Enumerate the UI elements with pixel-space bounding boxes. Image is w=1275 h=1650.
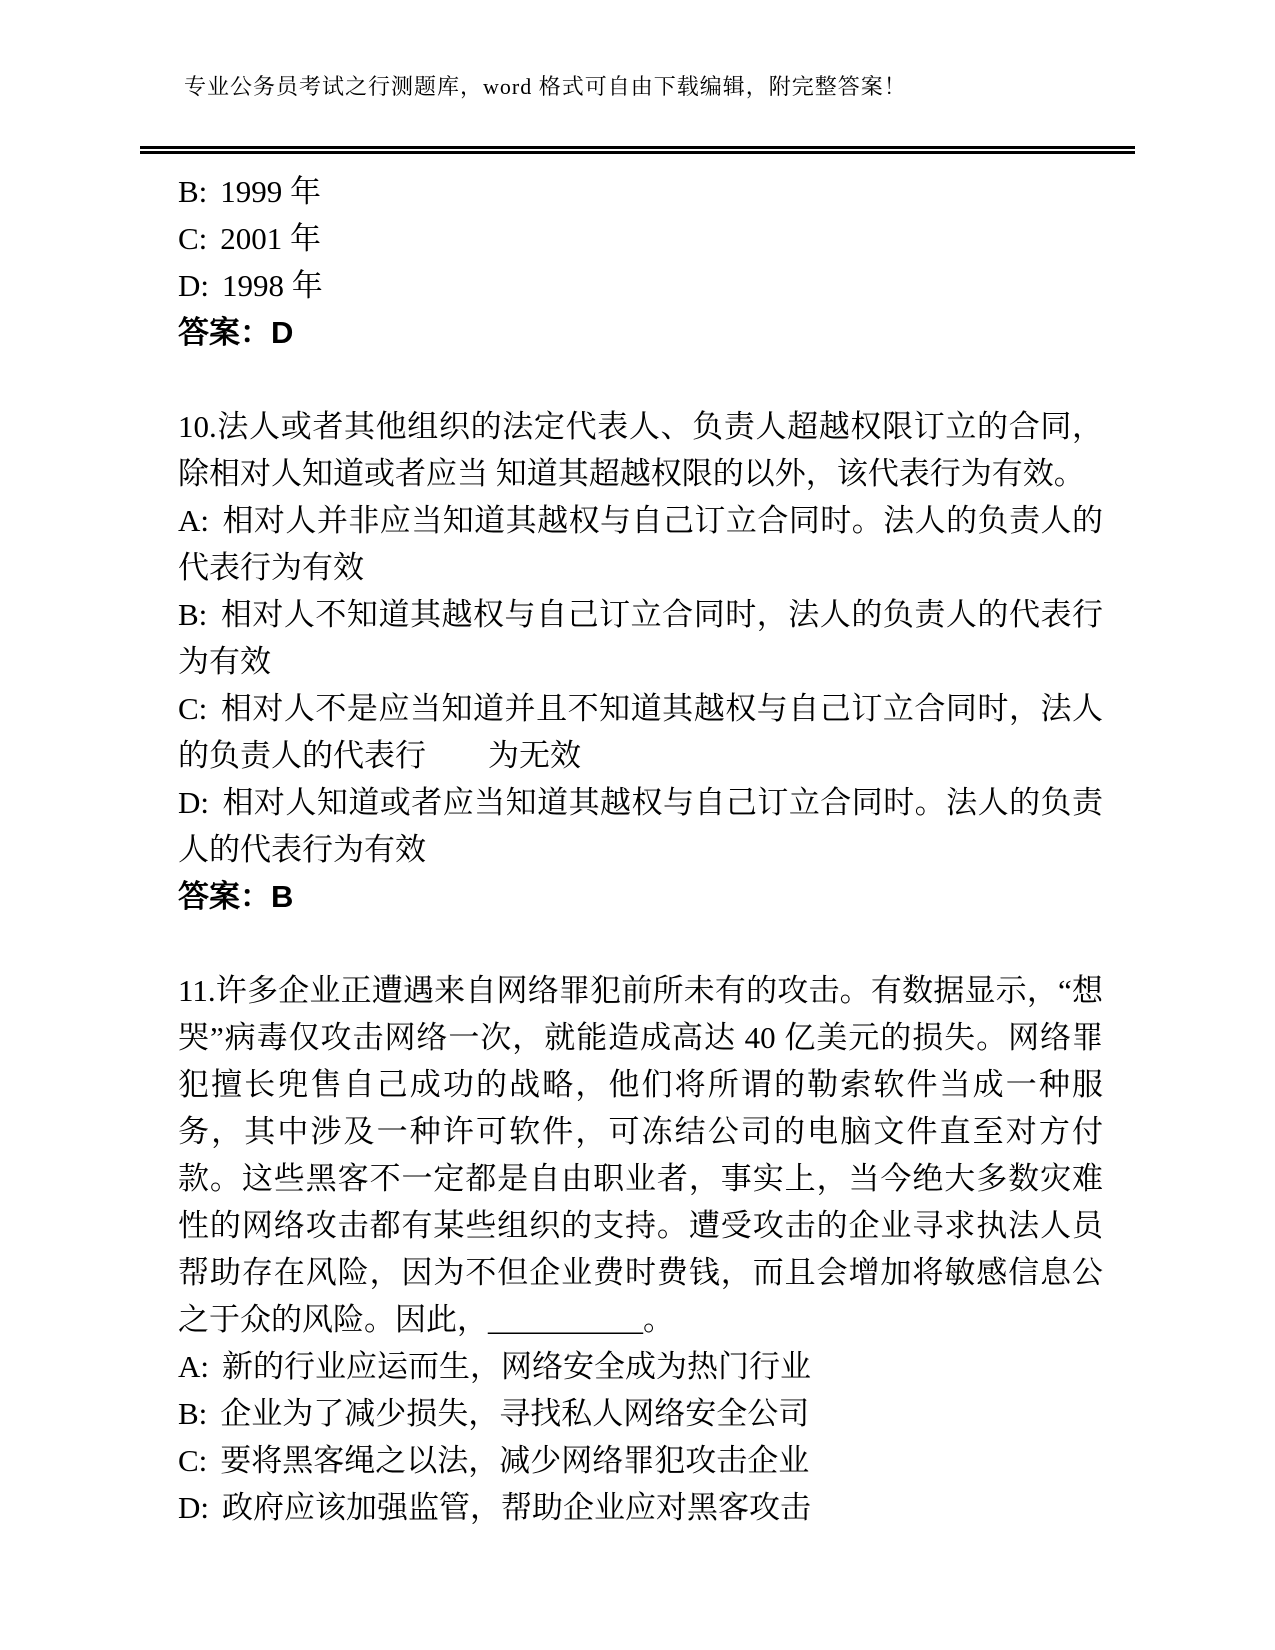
option-label: C: (178, 691, 208, 726)
question-block-10 (178, 403, 1103, 920)
option-text: 2001 年 (220, 221, 322, 256)
option-line (178, 591, 1103, 685)
option-text: 1998 年 (222, 268, 323, 303)
answer-line (178, 873, 1103, 920)
option-line (178, 1437, 1103, 1484)
option-line (178, 685, 1103, 779)
option-text: 相对人知道或者应当知道其越权与自己订立合同时。法人的负责人的代表行为有效 (178, 785, 1103, 867)
answer-label: 答案： (178, 879, 271, 914)
answer-line (178, 309, 1103, 356)
option-text: 相对人并非应当知道其越权与自己订立合同时。法人的负责人的代表行为有效 (178, 503, 1103, 585)
option-text: 要将黑客绳之以法，减少网络罪犯攻击企业 (220, 1443, 810, 1478)
option-text: 新的行业应运而生，网络安全成为热门行业 (222, 1349, 811, 1384)
header-double-rule (140, 146, 1135, 154)
option-text: 相对人不知道其越权与自己订立合同时，法人的负责人的代表行为有效 (178, 597, 1103, 679)
option-line (178, 497, 1103, 591)
option-label: B: (178, 174, 208, 209)
option-label: D: (178, 785, 209, 820)
question-stem: 11.许多企业正遭遇来自网络罪犯前所未有的攻击。有数据显示，“想哭”病毒仅攻击网络一次，就能造成高达 40 亿美元的损失。网络罪犯擅长兜售自己成功的战略，他们将所谓的勒索软件当成一种服务，其中涉及一种许可软件，可冻结公司的电脑文件直至对方付款。这些黑客不一定都是自由职业者，事实上，当今绝大多数灾难性的网络攻击都有某些组织的支持。遭受攻击的企业寻求执法人员帮助存在风险，因为不但企业费时费钱，而且会增加将敏感信息公之于众的风险。因此，__________。 (178, 973, 1103, 1337)
option-line (178, 262, 1103, 309)
option-label: D: (178, 268, 209, 303)
option-text: 企业为了减少损失，寻找私人网络安全公司 (220, 1396, 810, 1431)
answer-value: B (271, 879, 294, 914)
option-label: C: (178, 1443, 208, 1478)
option-label: D: (178, 1490, 209, 1525)
option-line (178, 215, 1103, 262)
option-label: A: (178, 503, 209, 538)
question-block-9-partial (178, 168, 1103, 356)
option-line (178, 1390, 1103, 1437)
option-text: 1999 年 (220, 174, 322, 209)
option-line (178, 1484, 1103, 1531)
option-label: A: (178, 1349, 209, 1384)
option-text: 相对人不是应当知道并且不知道其越权与自己订立合同时，法人的负责人的代表行 为无效 (178, 691, 1103, 773)
answer-value: D (271, 315, 294, 350)
document-content (178, 168, 1103, 1531)
question-stem: 10.法人或者其他组织的法定代表人、负责人超越权限订立的合同，除相对人知道或者应当 知道其超越权限的以外，该代表行为有效。 (178, 409, 1103, 491)
option-label: B: (178, 1396, 208, 1431)
question-block-11 (178, 967, 1103, 1531)
option-label: C: (178, 221, 208, 256)
option-text: 政府应该加强监管，帮助企业应对黑客攻击 (222, 1490, 811, 1525)
option-line (178, 779, 1103, 873)
answer-label: 答案： (178, 315, 271, 350)
option-line (178, 168, 1103, 215)
page-header-title: 专业公务员考试之行测题库，word 格式可自由下载编辑，附完整答案！ (184, 74, 907, 99)
option-label: B: (178, 597, 208, 632)
option-line (178, 1343, 1103, 1390)
